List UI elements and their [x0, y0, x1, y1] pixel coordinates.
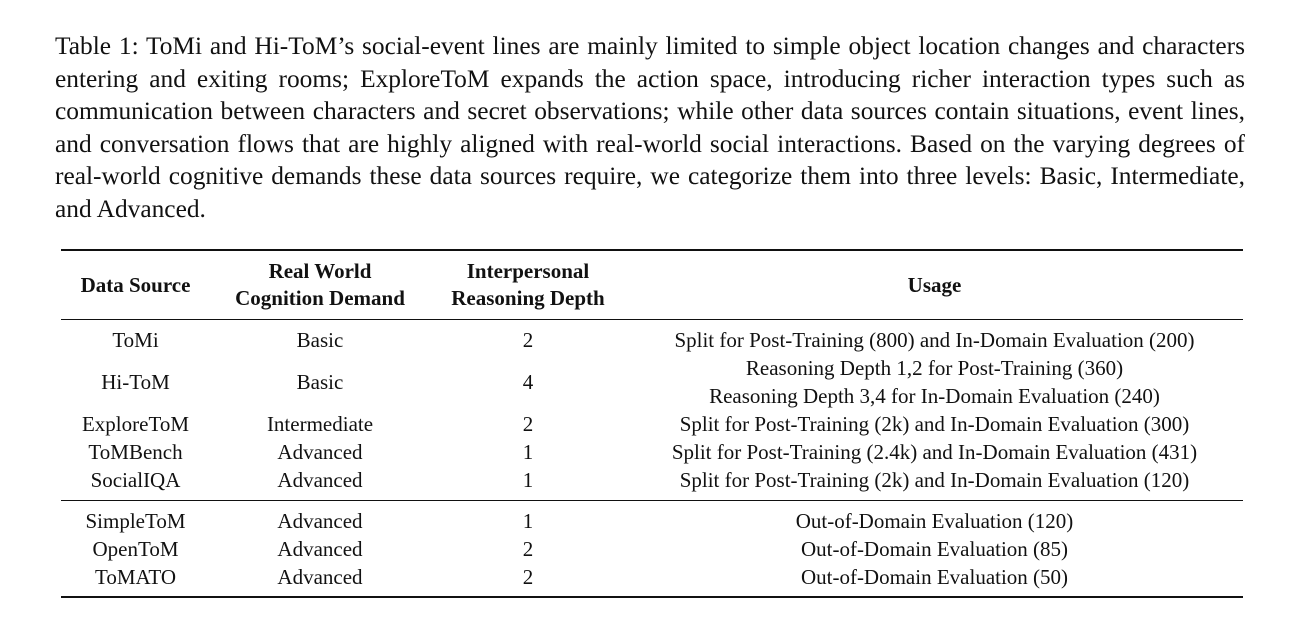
table-row: [61, 354, 1243, 410]
cell-usage: Out-of-Domain Evaluation (120): [795, 509, 1074, 533]
cell-reasoning-depth: 2: [522, 537, 534, 561]
table-caption: Table 1: ToMi and Hi-ToM’s social-event lines are mainly limited to simple object location changes and characters entering and exiting rooms; ExploreToM expands the action space, introducing richer interaction types such as communication between characters and secret observations; while other data sources contain situations, event lines, and conversation flows that are highly aligned with real-world social interactions. Based on the varying degrees of real-world cognitive demands these data sources require, we categorize them into three levels: Basic, Intermediate, and Advanced.: [55, 32, 1245, 223]
table-row: [61, 563, 1243, 597]
cell-usage: Out-of-Domain Evaluation (50): [800, 565, 1069, 589]
header-cognition-line2: Cognition Demand: [235, 286, 405, 310]
table-row: [61, 438, 1243, 466]
cell-reasoning-depth: 2: [522, 565, 534, 589]
cell-data-source: ToMBench: [88, 440, 183, 464]
cell-usage: Split for Post-Training (2.4k) and In-Domain Evaluation (431): [671, 440, 1198, 464]
cell-reasoning-depth: 1: [522, 468, 534, 492]
cell-cognition-demand: Basic: [296, 328, 344, 352]
cell-cognition-demand: Intermediate: [266, 412, 374, 436]
table-group-out-of-domain: [61, 501, 1243, 598]
cell-usage: Split for Post-Training (2k) and In-Domain Evaluation (120): [679, 468, 1190, 492]
cell-usage: Split for Post-Training (800) and In-Domain Evaluation (200): [674, 328, 1195, 352]
cell-cognition-demand: Advanced: [277, 537, 363, 561]
cell-data-source: ToMATO: [95, 565, 176, 589]
cell-data-source: SimpleToM: [85, 509, 186, 533]
table-row: [61, 320, 1243, 355]
usage-line: Reasoning Depth 1,2 for Post-Training (360): [745, 356, 1124, 380]
cell-reasoning-depth: 2: [522, 328, 534, 352]
cell-reasoning-depth: 2: [522, 412, 534, 436]
cell-reasoning-depth: 4: [522, 370, 534, 394]
header-cognition-line1: Real World: [268, 259, 372, 283]
table-header: [61, 250, 1243, 320]
header-cognition-demand: [210, 250, 430, 320]
cell-data-source: Hi-ToM: [101, 370, 170, 394]
header-usage: Usage: [907, 272, 962, 297]
table-row: [61, 410, 1243, 438]
cell-data-source: ExploreToM: [81, 412, 189, 436]
cell-usage: [626, 354, 1243, 410]
header-reasoning-depth: [430, 250, 626, 320]
cell-cognition-demand: Basic: [296, 370, 344, 394]
cell-data-source: ToMi: [112, 328, 159, 352]
cell-data-source: SocialIQA: [90, 468, 181, 492]
table-row: [61, 466, 1243, 501]
data-source-table-container: [61, 249, 1243, 598]
cell-cognition-demand: Advanced: [277, 440, 363, 464]
header-depth-line1: Interpersonal: [466, 259, 590, 283]
header-data-source: Data Source: [80, 272, 191, 297]
cell-cognition-demand: Advanced: [277, 509, 363, 533]
cell-data-source: OpenToM: [92, 537, 179, 561]
cell-usage: Split for Post-Training (2k) and In-Domain Evaluation (300): [679, 412, 1190, 436]
header-row: [61, 250, 1243, 320]
table-row: [61, 501, 1243, 536]
table-row: [61, 535, 1243, 563]
cell-cognition-demand: Advanced: [277, 565, 363, 589]
cell-cognition-demand: Advanced: [277, 468, 363, 492]
table-group-in-domain: [61, 320, 1243, 501]
data-source-table: [61, 249, 1243, 598]
usage-line: Reasoning Depth 3,4 for In-Domain Evaluation (240): [709, 384, 1160, 408]
cell-usage: Out-of-Domain Evaluation (85): [800, 537, 1069, 561]
cell-reasoning-depth: 1: [522, 509, 534, 533]
cell-reasoning-depth: 1: [522, 440, 534, 464]
header-depth-line2: Reasoning Depth: [451, 286, 605, 310]
